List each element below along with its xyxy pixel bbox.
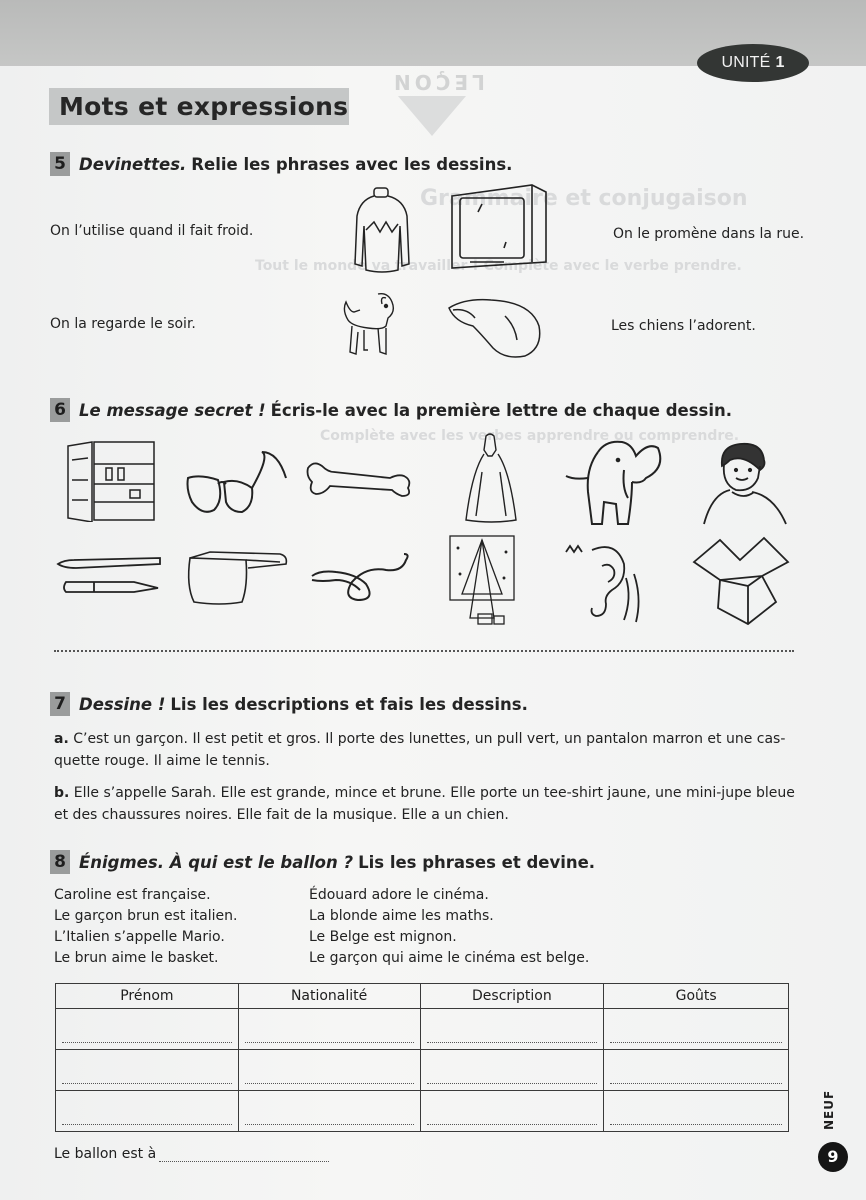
clue: La blonde aime les maths.: [309, 908, 494, 924]
christmas-tree-drawing: [448, 534, 516, 626]
cell-description[interactable]: [420, 1091, 604, 1132]
clue: Caroline est française.: [54, 887, 211, 903]
header-tastes: Goûts: [604, 984, 789, 1009]
exercise-instruction: Relie les phrases avec les dessins.: [191, 154, 513, 174]
answer-blank[interactable]: [62, 1124, 232, 1125]
exercise-number: 8: [50, 850, 70, 874]
dog-drawing: [338, 290, 410, 360]
snake-drawing: [306, 550, 414, 606]
description-a: [54, 728, 799, 772]
answer-blank[interactable]: [62, 1083, 232, 1084]
clue: Édouard adore le cinéma.: [309, 887, 489, 903]
cell-first-name[interactable]: [56, 1091, 239, 1132]
answer-blank[interactable]: [610, 1124, 782, 1125]
exercise-instruction: Lis les descriptions et fais les dessins.: [170, 694, 528, 714]
cell-description[interactable]: [420, 1009, 604, 1050]
header-description: Description: [420, 984, 604, 1009]
answer-blank[interactable]: [245, 1042, 414, 1043]
cell-description[interactable]: [420, 1050, 604, 1091]
header-first-name: Prénom: [56, 984, 239, 1009]
elephant-drawing: [562, 438, 666, 528]
cell-tastes[interactable]: [604, 1091, 789, 1132]
sentence-dogs: Les chiens l’adorent.: [611, 318, 756, 334]
clue: Le garçon qui aime le cinéma est belge.: [309, 950, 590, 966]
exercise-number: 5: [50, 152, 70, 176]
bleed-through-text: Complète avec les verbes apprendre ou comprendre.: [320, 428, 740, 444]
pens-drawing: [54, 552, 162, 598]
section-title: Mots et expressions: [49, 88, 349, 125]
answer-blank[interactable]: [245, 1083, 414, 1084]
description-b-text: Elle s’appelle Sarah. Elle est grande, mince et brune. Elle porte un tee-shirt jaune, une mini-jupe bleue et des chaussures noires. Elle fait de la musique. Elle a un chien.: [54, 785, 795, 823]
cell-nationality[interactable]: [238, 1009, 420, 1050]
clue: L’Italien s’appelle Mario.: [54, 929, 225, 945]
exercise-instruction: Écris-le avec la première lettre de chaque dessin.: [270, 400, 733, 420]
description-b: [54, 782, 799, 826]
description-a-text: C’est un garçon. Il est petit et gros. Il porte des lunettes, un pull vert, un pantalon marron et une cas-quette rouge. Il aime le tennis.: [54, 731, 786, 769]
cell-tastes[interactable]: [604, 1009, 789, 1050]
sentence-cold: On l’utilise quand il fait froid.: [50, 223, 254, 239]
table-row: [56, 1091, 789, 1132]
description-a-label: a.: [54, 731, 69, 747]
answer-blank[interactable]: [427, 1124, 598, 1125]
exercise-instruction: Lis les phrases et devine.: [358, 852, 596, 872]
page-number: 9: [818, 1142, 848, 1172]
answer-blank[interactable]: [62, 1042, 232, 1043]
answer-blank[interactable]: [610, 1083, 782, 1084]
cell-first-name[interactable]: [56, 1009, 239, 1050]
cell-nationality[interactable]: [238, 1050, 420, 1091]
sweater-drawing: [352, 186, 412, 274]
page-word: NEUF: [822, 1089, 836, 1130]
cell-nationality[interactable]: [238, 1091, 420, 1132]
clue: Le Belge est mignon.: [309, 929, 457, 945]
unit-label: UNITÉ: [721, 54, 771, 71]
sentence-evening: On la regarde le soir.: [50, 316, 196, 332]
exercise-title: Énigmes. À qui est le ballon ?: [79, 852, 354, 872]
exercise-6-heading: [50, 398, 732, 422]
exercise-title: Le message secret !: [79, 400, 266, 420]
exercise-number: 6: [50, 398, 70, 422]
logic-grid-table: [55, 983, 789, 1132]
exercise-5-heading: [50, 152, 512, 176]
answer-blank[interactable]: [245, 1124, 414, 1125]
meat-drawing: [445, 296, 545, 360]
ball-owner-blank[interactable]: [159, 1150, 329, 1162]
header-nationality: Nationalité: [238, 984, 420, 1009]
clue: Le brun aime le basket.: [54, 950, 219, 966]
unit-badge: [697, 44, 809, 82]
bone-drawing: [304, 460, 416, 500]
exercise-title: Dessine !: [79, 694, 166, 714]
table-header-row: [56, 984, 789, 1009]
bleed-through-text: Grammaire et conjugaison: [420, 186, 748, 211]
clue: Le garçon brun est italien.: [54, 908, 238, 924]
table-row: [56, 1009, 789, 1050]
table-row: [56, 1050, 789, 1091]
ball-owner-answer: [54, 1146, 329, 1162]
cell-first-name[interactable]: [56, 1050, 239, 1091]
glasses-drawing: [182, 448, 290, 520]
box-drawing: [690, 536, 790, 626]
pencil-case-drawing: [180, 546, 292, 608]
dress-drawing: [462, 432, 520, 524]
secret-message-answer-line[interactable]: [54, 650, 794, 652]
description-b-label: b.: [54, 785, 70, 801]
exercise-8-heading: [50, 850, 595, 874]
unit-number: 1: [775, 54, 785, 71]
exercise-7-heading: [50, 692, 528, 716]
exercise-number: 7: [50, 692, 70, 716]
answer-blank[interactable]: [427, 1042, 598, 1043]
answer-blank[interactable]: [610, 1042, 782, 1043]
television-drawing: [448, 182, 550, 272]
boy-drawing: [700, 440, 790, 526]
ghost-lesson-label: LEÇON: [390, 70, 485, 94]
answer-prefix: Le ballon est à: [54, 1146, 157, 1162]
ear-drawing: [562, 538, 648, 624]
exercise-title: Devinettes.: [79, 154, 187, 174]
bleed-through-text: Tout le monde va travailler ! Complète avec le verbe prendre.: [255, 258, 742, 274]
cell-tastes[interactable]: [604, 1050, 789, 1091]
sentence-walk: On le promène dans la rue.: [613, 226, 805, 242]
answer-blank[interactable]: [427, 1083, 598, 1084]
fridge-drawing: [64, 440, 158, 522]
ghost-lesson-triangle: [398, 96, 466, 136]
